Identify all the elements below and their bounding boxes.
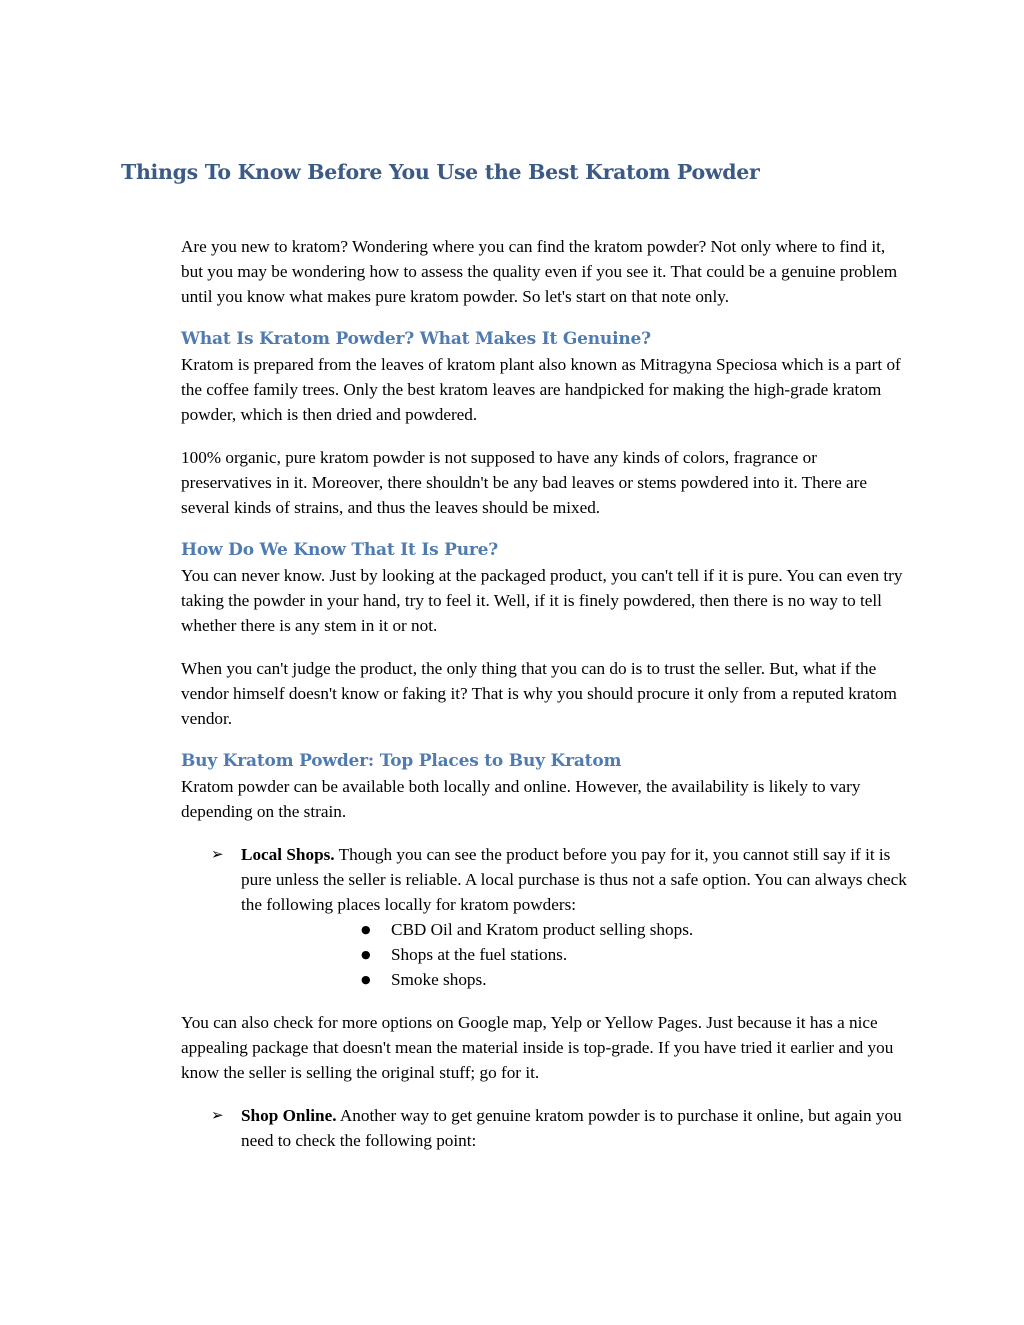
bullet-icon: ● bbox=[361, 948, 371, 961]
list-item: ● Shops at the fuel stations. bbox=[331, 942, 911, 967]
intro-paragraph: Are you new to kratom? Wondering where you can find the kratom powder? Not only where to find it, but you may be wondering how to assess the quality even if you see it. That could be a genuine problem until you know what makes pure kratom powder. So let's start on that note only. bbox=[181, 237, 898, 306]
paragraph: Kratom powder can be available both locally and online. However, the availability is likely to vary depending on the strain. bbox=[181, 777, 861, 821]
list-item-text: Though you can see the product before you pay for it, you cannot still say if it is pure unless the seller is reliable. A local purchase is thus not a safe option. You can always check the following places locally for kratom powders: bbox=[241, 845, 907, 914]
section-heading-how-pure: How Do We Know That It Is Pure? bbox=[181, 540, 499, 560]
arrow-bullet-icon: ➢ bbox=[211, 845, 224, 863]
bullet-icon: ● bbox=[361, 923, 371, 936]
paragraph: You can never know. Just by looking at the packaged product, you can't tell if it is pure. You can even try taking the powder in your hand, try to feel it. Well, if it is finely powdered, then there is no way to tell whether there is any stem in it or not. bbox=[181, 566, 903, 635]
paragraph: 100% organic, pure kratom powder is not supposed to have any kinds of colors, fragrance or preservatives in it. Moreover, there shouldn't be any bad leaves or stems powdered into it. There are several kinds of strains, and thus the leaves should be mixed. bbox=[181, 448, 868, 517]
document-title: Things To Know Before You Use the Best Kratom Powder bbox=[121, 160, 760, 184]
list-item: ● Smoke shops. bbox=[331, 967, 911, 992]
list-item-local-shops bbox=[181, 842, 911, 917]
section-heading-what-is: What Is Kratom Powder? What Makes It Genuine? bbox=[181, 329, 651, 349]
list-item-shop-online bbox=[181, 1103, 911, 1153]
list-item-label: Shop Online. bbox=[241, 1106, 337, 1125]
paragraph: You can also check for more options on Google map, Yelp or Yellow Pages. Just because it has a nice appealing package that doesn't mean the material inside is top-grade. If you have tried it earlier and you know the seller is selling the original stuff; go for it. bbox=[181, 1013, 894, 1082]
section-heading-buy: Buy Kratom Powder: Top Places to Buy Kratom bbox=[181, 751, 622, 771]
bullet-icon: ● bbox=[361, 973, 371, 986]
list-item-text: Another way to get genuine kratom powder is to purchase it online, but again you need to check the following point: bbox=[241, 1106, 902, 1150]
list-item-label: Local Shops. bbox=[241, 845, 335, 864]
local-places-list bbox=[181, 917, 911, 992]
arrow-bullet-icon: ➢ bbox=[211, 1106, 224, 1124]
list-item: ● CBD Oil and Kratom product selling shops. bbox=[331, 917, 911, 942]
paragraph: When you can't judge the product, the only thing that you can do is to trust the seller. But, what if the vendor himself doesn't know or faking it? That is why you should procure it only from a reputed kratom vendor. bbox=[181, 659, 897, 728]
paragraph: Kratom is prepared from the leaves of kratom plant also known as Mitragyna Speciosa which is a part of the coffee family trees. Only the best kratom leaves are handpicked for making the high-grade kratom powder, which is then dried and powdered. bbox=[181, 355, 901, 424]
document-body bbox=[181, 234, 911, 1153]
